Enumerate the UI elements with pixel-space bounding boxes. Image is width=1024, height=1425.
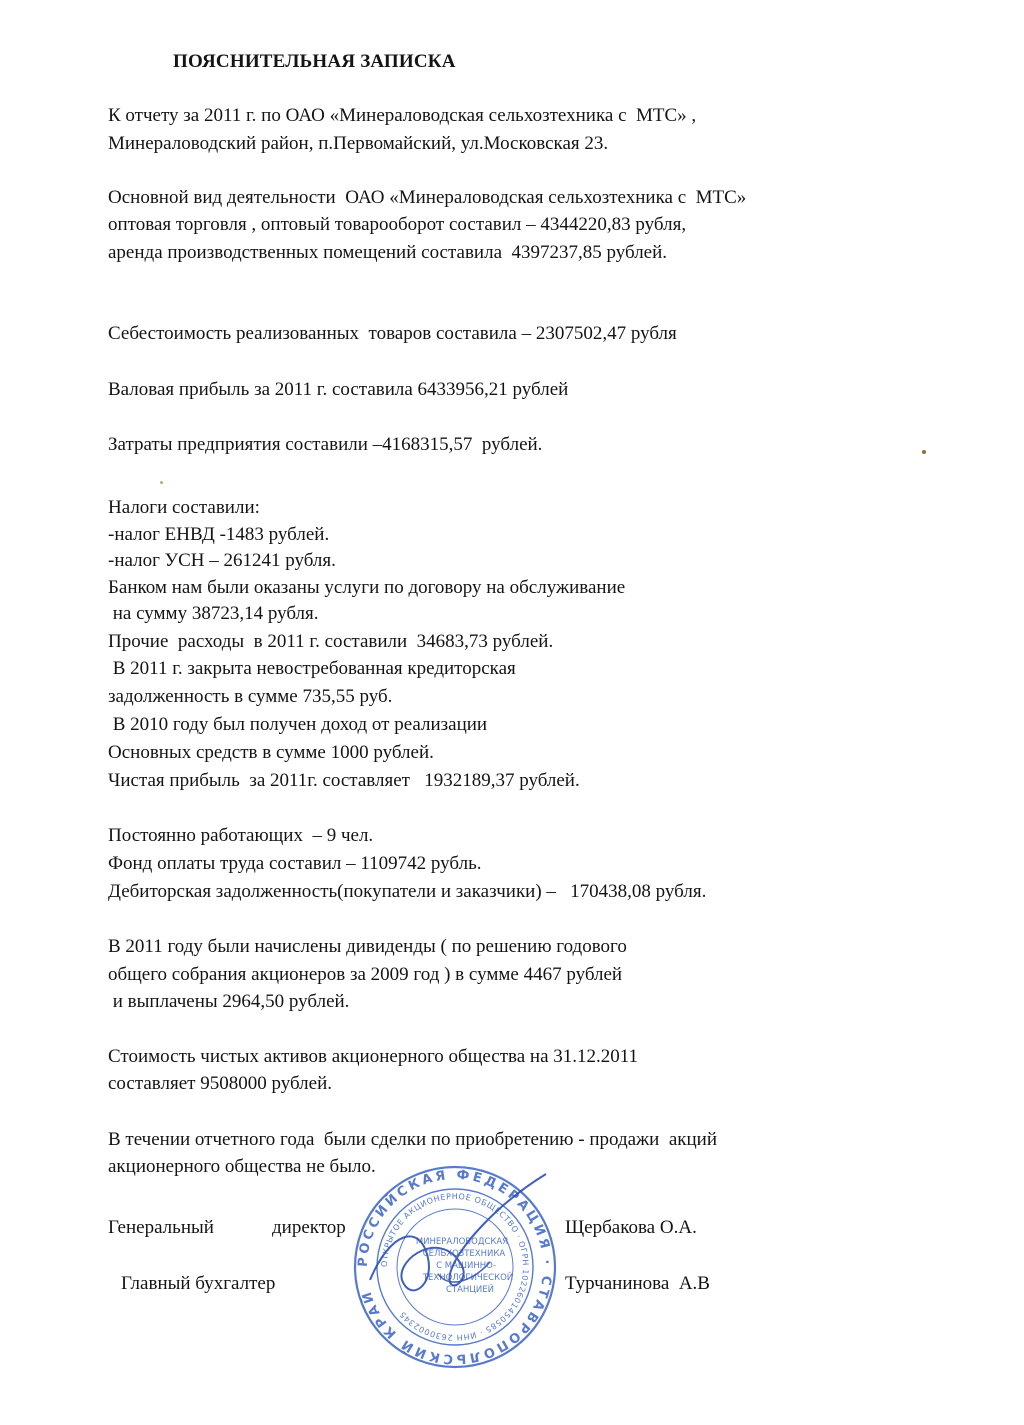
text-line: Основной вид деятельности ОАО «Минераловодская сельхозтехника с МТС» [108, 187, 747, 208]
text-line: К отчету за 2011 г. по ОАО «Минераловодская сельхозтехника с МТС» , [108, 105, 697, 126]
text-line: В 2011 году были начислены дивиденды ( по решению годового [108, 936, 627, 957]
stamp-center-line: МИНЕРАЛОВОДСКАЯ [415, 1237, 509, 1247]
text-line: Валовая прибыль за 2011 г. составила 6433956,21 рублей [108, 379, 569, 400]
text-line: -налог УСН – 261241 рубля. [108, 550, 336, 571]
director-name: Щербакова О.А. [565, 1217, 697, 1238]
text-line: задолженность в сумме 735,55 руб. [108, 686, 393, 707]
text-line: Минераловодский район, п.Первомайский, ул.Московская 23. [108, 133, 609, 154]
stamp-center-line: С МАШИННО- [436, 1261, 496, 1271]
scan-speck [922, 450, 926, 454]
text-line: Чистая прибыль за 2011г. составляет 1932189,37 рублей. [108, 770, 580, 791]
text-line: Фонд оплаты труда составил – 1109742 рубль. [108, 853, 482, 874]
stamp-center-line: СЕЛЬХОЗТЕХНИКА [422, 1249, 506, 1259]
text-line: В 2010 году был получен доход от реализации [108, 714, 488, 735]
text-line: Себестоимость реализованных товаров составила – 2307502,47 рубля [108, 323, 677, 344]
text-line: Прочие расходы в 2011 г. составили 34683,73 рублей. [108, 631, 554, 652]
text-line: Основных средств в сумме 1000 рублей. [108, 742, 434, 763]
text-line: Затраты предприятия составили –4168315,57 рублей. [108, 434, 543, 455]
text-line: В течении отчетного года были сделки по приобретению - продажи акций [108, 1129, 718, 1150]
text-line: оптовая торговля , оптовый товарооборот составил – 4344220,83 рубля, [108, 214, 687, 235]
text-line: аренда производственных помещений составила 4397237,85 рублей. [108, 242, 668, 263]
scan-speck [160, 481, 163, 484]
director-title-2: директор [272, 1217, 346, 1238]
text-line: акционерного общества не было. [108, 1156, 376, 1177]
text-line: -налог ЕНВД -1483 рублей. [108, 524, 330, 545]
text-line: Дебиторская задолженность(покупатели и заказчики) – 170438,08 рубля. [108, 881, 707, 902]
text-line: В 2011 г. закрыта невостребованная кредиторская [108, 658, 516, 679]
text-line: составляет 9508000 рублей. [108, 1073, 333, 1094]
text-line: и выплачены 2964,50 рублей. [108, 991, 350, 1012]
accountant-name: Турчанинова А.В [565, 1273, 710, 1294]
company-stamp [350, 1162, 560, 1372]
stamp-center-line: ТЕХНОЛОГИЧЕСКОЙ [422, 1273, 514, 1283]
text-line: общего собрания акционеров за 2009 год ) в сумме 4467 рублей [108, 964, 623, 985]
stamp-center-line: СТАНЦИЕЙ [445, 1285, 495, 1295]
stamp-ring-text: ОТКРЫТОЕ АКЦИОНЕРНОЕ ОБЩЕСТВО · ОГРН 1022601450585 · ИНН 2630002345 [379, 1191, 531, 1343]
stamp-outer-text: РОССИЙСКАЯ ФЕДЕРАЦИЯ · СТАВРОПОЛЬСКИЙ КРАЙ [355, 1167, 555, 1367]
text-line: Стоимость чистых активов акционерного общества на 31.12.2011 [108, 1046, 639, 1067]
text-line: Банком нам были оказаны услуги по договору на обслуживание [108, 577, 626, 598]
text-line: на сумму 38723,14 рубля. [108, 603, 319, 624]
document-title: ПОЯСНИТЕЛЬНАЯ ЗАПИСКА [173, 51, 456, 72]
director-title-1: Генеральный [108, 1217, 214, 1238]
accountant-title: Главный бухгалтер [121, 1273, 276, 1294]
text-line: Постоянно работающих – 9 чел. [108, 825, 374, 846]
text-line: Налоги составили: [108, 497, 260, 518]
